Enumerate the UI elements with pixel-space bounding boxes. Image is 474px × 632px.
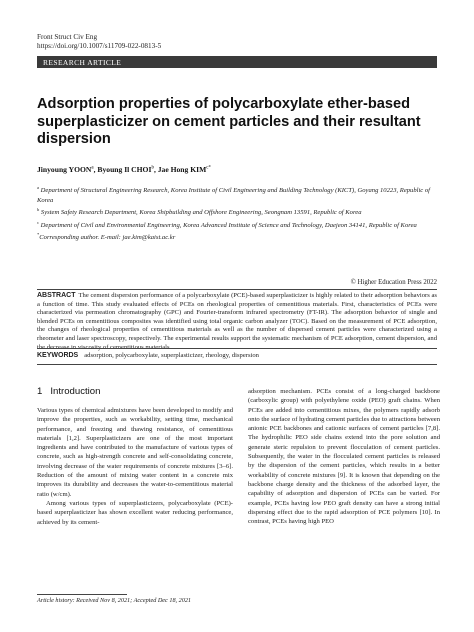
affiliation-text: Department of Civil and Environmental Engineering, Korea Advanced Institute of Science and Technology, Daejeon 34141, Republic of Korea (40, 221, 417, 229)
keywords-bottom-rule (37, 364, 437, 365)
affiliation-mark: c (37, 219, 39, 225)
keywords-label: KEYWORDS (37, 352, 79, 359)
author-name: Jinyoung YOON (37, 165, 92, 174)
copyright-notice: © Higher Education Press 2022 (350, 279, 437, 286)
body-paragraph: adsorption mechanism. PCEs consist of a long-charged backbone (carboxylic group) with polyethylene oxide (PEO) graft chains. When PCEs are added into cementitious mixes, the polymers rapidly adsorb onto the surface of hydrating cement particles due to attractions between anionic PCE backbones and cationic surfaces of cement particles [7,8]. The hydrophilic PEO side chains extend into the pore solution and generate steric repulsion to prevent flocculation of cement particles. Subsequently, the water in the flocculated cement particles is released by the dispersion of the cement particles, which results in a better workability of concrete mixtures [9]. It is known that depending on the backbone charge density and the thickness of the adsorbed layer, the capability of adsorption and dispersion of PCEs can be varied. For example, PCEs having low PEO graft density can have a strong initial dispersing effect due to the rapid adsorption of PCE polymers [10]. In contrast, PCEs having high PEO (248, 388, 440, 526)
author-name: Byoung Il CHOI (97, 165, 152, 174)
section-number: 1 (37, 386, 43, 397)
affiliations (37, 183, 447, 243)
abstract-top-rule (37, 289, 437, 290)
abstract-label: ABSTRACT (37, 292, 76, 299)
article-type-label: RESEARCH ARTICLE (43, 57, 122, 67)
affiliation-mark: a (37, 185, 39, 190)
affiliation-item (37, 230, 447, 243)
doi-link[interactable]: https://doi.org/10.1007/s11709-022-0813-5 (37, 42, 162, 50)
affiliation-text: System Safety Research Department, Korea Shipbuilding and Offshore Engineering, Seongnam 13591, Republic of Korea (40, 209, 362, 217)
abstract-text: The cement dispersion performance of a polycarboxylate (PCE)-based superplasticizer is highly related to their adsorption behaviors as a function of time. This study evaluated effects of PCEs on rheological properties of cementitious materials. First, characteristics of PCEs were characterized via permeation chromatography (GPC) and Fourier-transform infrared spectrometry (FT-IR). The adsorption behavior of single and blended PCEs on cementitious composites was identified using total organic carbon analyzer (TOC). Based on the measurement of PCE adsorption, the changes of rheological properties of cementitious materials as well as the number of dispersed cement particles were characterized using a rheometer and laser spectroscopy, respectively. The experimental results support the systematic mechanism of PCE adsorption, cement dispersion, and the decrease in viscosity of cementitious materials. (37, 292, 437, 351)
affiliation-text: Department of Structural Engineering Research, Korea Institute of Civil Engineering and Building Technology (KICT), Goyang 10223, Republic of Korea (37, 187, 431, 204)
author-affil-mark: b (151, 165, 154, 171)
paper-title: Adsorption properties of polycarboxylate ether-based superplasticizer on cement particles and their resultant dispersion (37, 96, 421, 148)
body-column-left (37, 406, 233, 527)
history-rule (37, 594, 127, 595)
section-title: Introduction (50, 386, 101, 397)
affiliation-item (37, 205, 447, 218)
author-affil-mark: a (91, 165, 94, 171)
article-history: Article history: Received Nov 8, 2021; Accepted Dec 18, 2021 (37, 597, 192, 604)
section-heading (37, 386, 100, 397)
body-column-right (248, 387, 440, 526)
keywords-top-rule (37, 348, 437, 349)
affiliation-item (37, 218, 447, 231)
journal-header (37, 33, 161, 51)
article-type-banner (37, 56, 437, 68)
body-paragraph: Various types of chemical admixtures have been developed to modify and improve the properties, such as workability, setting time, mechanical performance, and freezing and thawing resistance, of cementitious materials [1,2]. Superplasticizers are one of the most important ingredients and have contributed to the manufacture of various types of concrete, such as high-strength concrete and self-consolidating concrete, involving decrease of the water requirements of concrete mixtures [3–6]. Reduction of the amount of mixing water content in a concrete mix improves its durability and decreases the water-to-cementitious material ratio (w/cm). (37, 407, 233, 498)
keywords-block (37, 352, 437, 359)
affiliation-item (37, 183, 447, 205)
author-affil-mark: c* (206, 165, 211, 171)
journal-name: Front Struct Civ Eng (37, 33, 98, 41)
keywords-text: adsorption, polycarboxylate, superplasticizer, rheology, dispersion (84, 352, 259, 359)
abstract-block (37, 292, 437, 352)
author-list: Jinyoung YOON$^a$, Byoung Il CHOI$^b$, Jae Hong $KIM^{c*}$ (37, 165, 211, 174)
affiliation-mark: * (37, 232, 40, 238)
corresponding-author: Corresponding author. E-mail: jae.kim@kaist.ac.kr (39, 234, 176, 242)
author-name: Jae Hong KIM (157, 165, 207, 174)
affiliation-mark: b (37, 207, 40, 212)
body-paragraph: Among various types of superplasticizers, polycarboxylate (PCE)-based superplasticizer has shown excellent water reducing performance, achieved by its cement- (37, 499, 233, 526)
